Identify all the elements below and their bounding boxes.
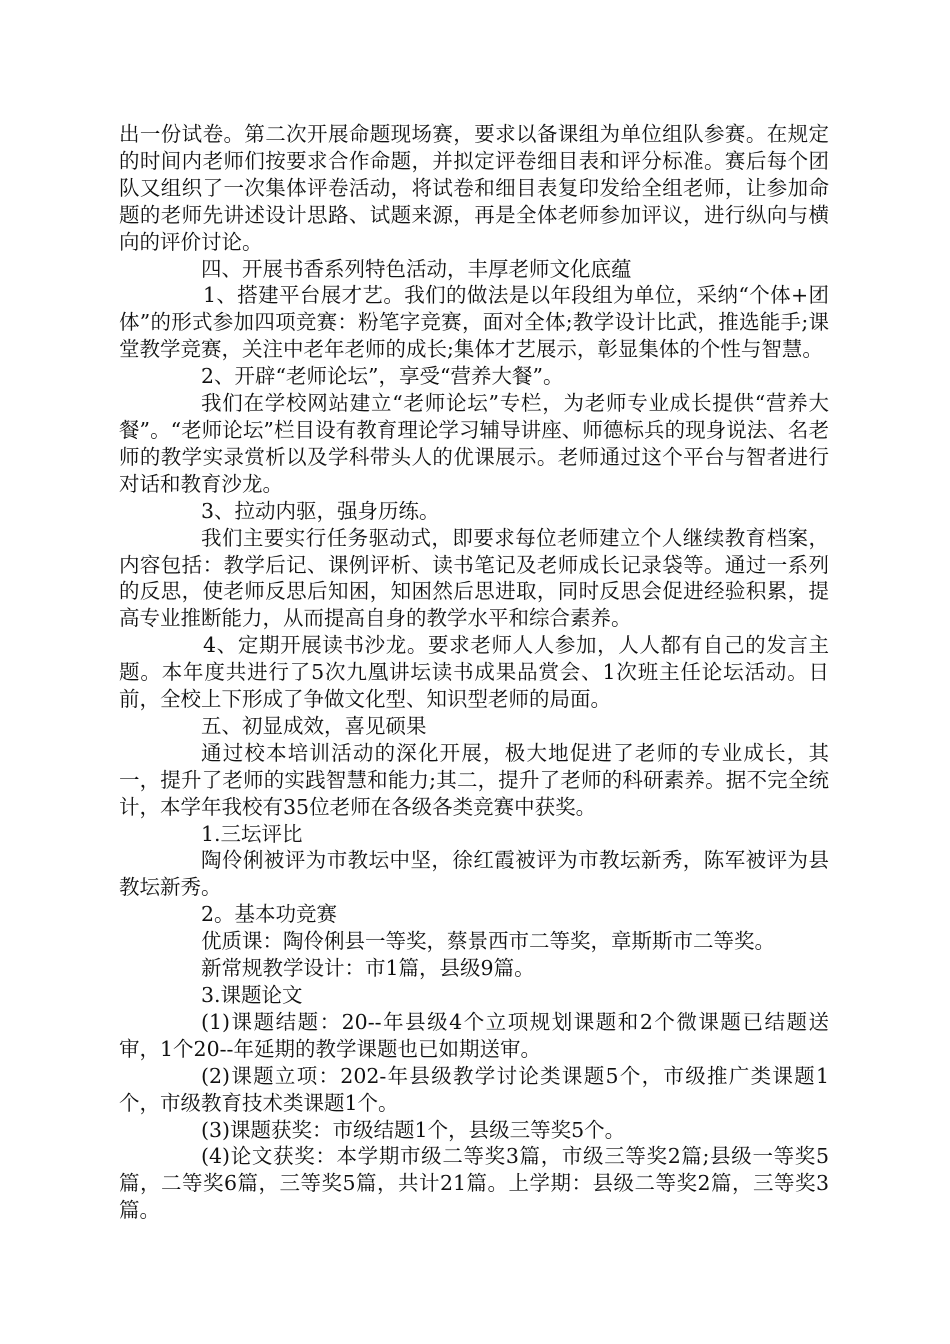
subheading-forum: 2、开辟“老师论坛”，享受“营养大餐”。 — [201, 364, 564, 389]
paragraph-reading-salon: 4、定期开展读书沙龙。要求老师人人参加，人人都有自己的发言主题。本年度共进行了5次九凰讲坛读书成果品赏会、1次班主任论坛活动。日前，全校上下形成了争做文化型、知识型老师的局面。 — [119, 633, 829, 712]
subheading-skills-competition: 2。基本功竞赛 — [201, 902, 338, 927]
paragraph-continuation: 出一份试卷。第二次开展命题现场赛，要求以备课组为单位组队参赛。在规定的时间内老师们按要求合作命题，并拟定评卷细目表和评分标准。赛后每个团队又组织了一次集体评卷活动，将试卷和细目表复印发给全组老师，让参加命题的老师先讲述设计思路、试题来源，再是全体老师参加评议，进行纵向与横向的评价讨论。 — [119, 122, 829, 254]
subheading-research-papers: 3.课题论文 — [201, 983, 303, 1007]
paragraph-platform: 1、搭建平台展才艺。我们的做法是以年段组为单位，采纳“个体+团体”的形式参加四项竞赛：粉笔字竞赛，面对全体;教学设计比武，推选能手;课堂教学竞赛，关注中老年老师的成长;集体才艺展示，彰显集体的个性与智慧。 — [119, 283, 829, 362]
paragraph-drive: 我们主要实行任务驱动式，即要求每位老师建立个人继续教育档案，内容包括：教学后记、课例评析、读书笔记及老师成长记录袋等。通过一系列的反思，使老师反思后知困，知困然后思进取，同时反思会促进经验积累，提高专业推断能力，从而提高自身的教学水平和综合素养。 — [119, 525, 829, 631]
paragraph-teaching-design: 新常规教学设计：市1篇，县级9篇。 — [201, 956, 535, 981]
paragraph-results: 通过校本培训活动的深化开展，极大地促进了老师的专业成长，其一，提升了老师的实践智慧和能力;其二，提升了老师的科研素养。据不完全统计，本学年我校有35位老师在各级各类竞赛中获奖。 — [119, 740, 829, 819]
paragraph-forum: 我们在学校网站建立“老师论坛”专栏，为老师专业成长提供“营养大餐”。“老师论坛”栏目设有教育理论学习辅导讲座、师德标兵的现身说法、名老师的教学实录赏析以及学科带头人的优课展示。老师通过这个平台与智者进行对话和教育沙龙。 — [119, 391, 829, 496]
subheading-drive: 3、拉动内驱，强身历练。 — [201, 498, 440, 523]
paragraph-project-approval: (2)课题立项：202-年县级教学讨论类课题5个，市级推广类课题1个，市级教育技术类课题1个。 — [119, 1063, 829, 1115]
paragraph-project-awards: (3)课题获奖：市级结题1个，县级三等奖5个。 — [201, 1117, 626, 1142]
section-heading-4: 四、开展书香系列特色活动，丰厚老师文化底蕴 — [201, 256, 632, 281]
paragraph-quality-lessons: 优质课：陶伶俐县一等奖，蔡景西市二等奖，章斯斯市二等奖。 — [201, 929, 775, 954]
document-page — [119, 121, 829, 1224]
paragraph-project-completion: (1)课题结题：20--年县级4个立项规划课题和2个微课题已结题送审，1个20--年延期的教学课题也已如期送审。 — [119, 1009, 829, 1061]
paragraph-forum-evaluation: 陶伶俐被评为市教坛中坚，徐红霞被评为市教坛新秀，陈军被评为县教坛新秀。 — [119, 848, 829, 900]
subheading-forum-evaluation: 1.三坛评比 — [201, 821, 303, 846]
paragraph-paper-awards: (4)论文获奖：本学期市级二等奖3篇，市级三等奖2篇;县级一等奖5篇，二等奖6篇，三等奖5篇，共计21篇。上学期：县级二等奖2篇，三等奖3篇。 — [119, 1144, 829, 1223]
section-heading-5: 五、初显成效，喜见硕果 — [201, 713, 427, 738]
